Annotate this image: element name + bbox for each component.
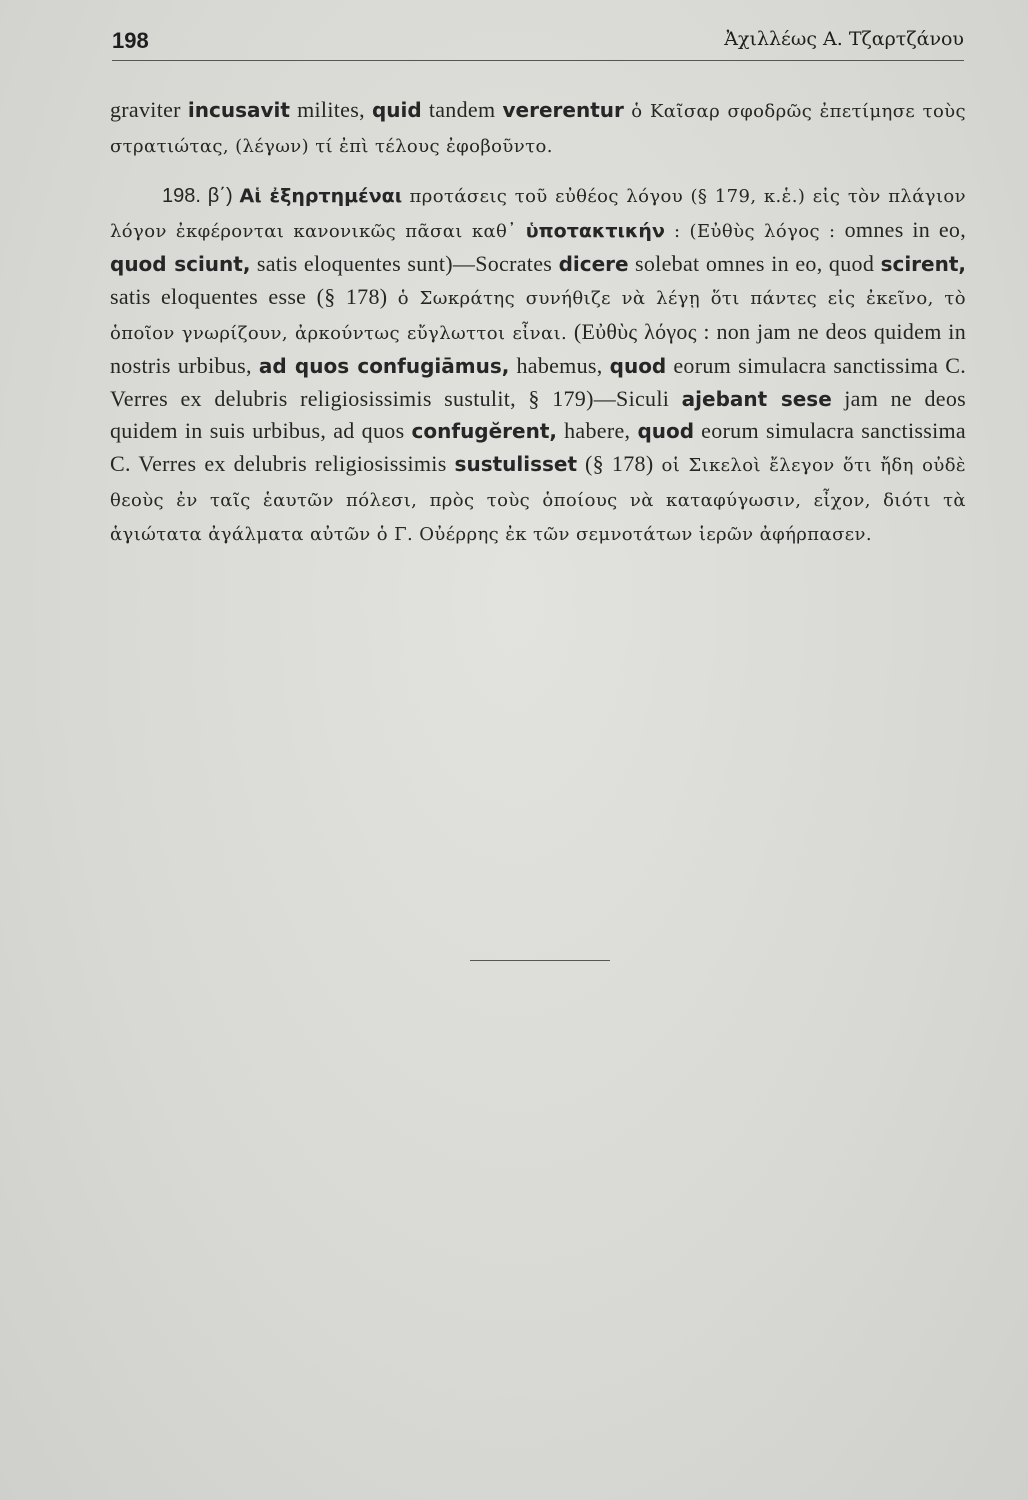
bold-term: vererentur <box>502 98 624 122</box>
latin-text: (§ 178) <box>577 450 662 476</box>
greek-text: : (Εὐθὺς λόγος : <box>664 220 845 242</box>
latin-text: satis eloquentes sunt)—Socrates <box>250 251 559 277</box>
bold-term: quod <box>637 419 695 444</box>
latin-text: solebat omnes in eo, quod <box>628 251 881 277</box>
latin-text: omnes in eo, <box>844 216 967 242</box>
page-header <box>112 28 964 61</box>
bold-term: dicere <box>558 252 629 277</box>
bold-term: ὑποτακτικήν <box>525 219 665 242</box>
running-head: Ἀχιλλέως Α. Τζαρτζάνου <box>724 28 964 50</box>
text-span: graviter <box>110 97 188 122</box>
latin-text: satis eloquentes esse (§ 178) <box>110 283 398 309</box>
greek-translation: οἱ Σικελοὶ ἔλεγον ὅτι ἤδη οὐδὲ θεοὺς ἐν ταῖς ἑαυτῶν πόλεσι, πρὸς τοὺς ὁποίους νὰ καταφύγωσιν, εἶχον, διότι τὰ ἁγιώτατα ἀγάλματα αὐτῶν ὁ Γ. Οὐέρρης ἐκ τῶν σεμνοτάτων ἱερῶν ἀφήρπασεν. <box>110 454 966 546</box>
greek-translation: ὁ Καῖσαρ σφοδρῶς ἐπετίμησε τοὺς στρατιώτας, (λέγων) τί ἐπὶ τέλους ἐφοβοῦντο. <box>110 101 966 157</box>
paragraph-1 <box>110 94 966 163</box>
text-span: milites, <box>289 97 372 122</box>
paragraph-198 <box>110 179 966 552</box>
bold-term: quid <box>371 98 422 122</box>
bold-term: ad quos confugiāmus, <box>258 354 510 379</box>
greek-text: προτάσεις τοῦ εὐθέος λόγου (§ 179, κ.ἑ.) εἰς τὸν πλάγιον λόγον ἐκφέρονται κανονικῶς πᾶσαι καθ᾽ <box>110 186 966 242</box>
bold-term: confugĕrent, <box>411 419 558 444</box>
bold-term: ajebant sese <box>681 386 832 411</box>
latin-text: habemus, <box>509 353 610 379</box>
text-span: tandem <box>421 97 503 122</box>
latin-text: eorum simulacra sanctissima C. Verres ex delubris religiosissimis sustulit, § 179)—Siculi <box>110 353 967 411</box>
section-end-rule <box>470 960 610 961</box>
bold-term: quod <box>609 354 667 379</box>
bold-term: Αἱ ἐξηρτημέναι <box>239 185 403 208</box>
bold-term: scirent, <box>880 252 967 277</box>
latin-text: jam ne deos quidem in suis urbibus, ad quos <box>110 385 966 444</box>
latin-text: habere, <box>557 418 638 444</box>
latin-text: (Εὐθὺς λόγος : non jam ne deos quidem in nostris urbibus, <box>110 318 967 379</box>
bold-term: sustulisset <box>454 451 578 476</box>
section-number: 198. β΄) <box>162 185 240 208</box>
bold-term: incusavit <box>187 98 290 122</box>
body-text <box>110 94 966 552</box>
greek-translation: ὁ Σωκράτης συνήθιζε νὰ λέγῃ ὅτι πάντες εἰς ἐκεῖνο, τὸ ὁποῖον γνωρίζουν, ἀρκούντως εὔγλωττοι εἶναι. <box>110 287 966 344</box>
page-number: 198 <box>112 28 149 53</box>
bold-term: quod sciunt, <box>110 252 251 277</box>
latin-text: eorum simulacra sanctissima C. Verres ex delubris religiosissimis <box>110 418 966 476</box>
